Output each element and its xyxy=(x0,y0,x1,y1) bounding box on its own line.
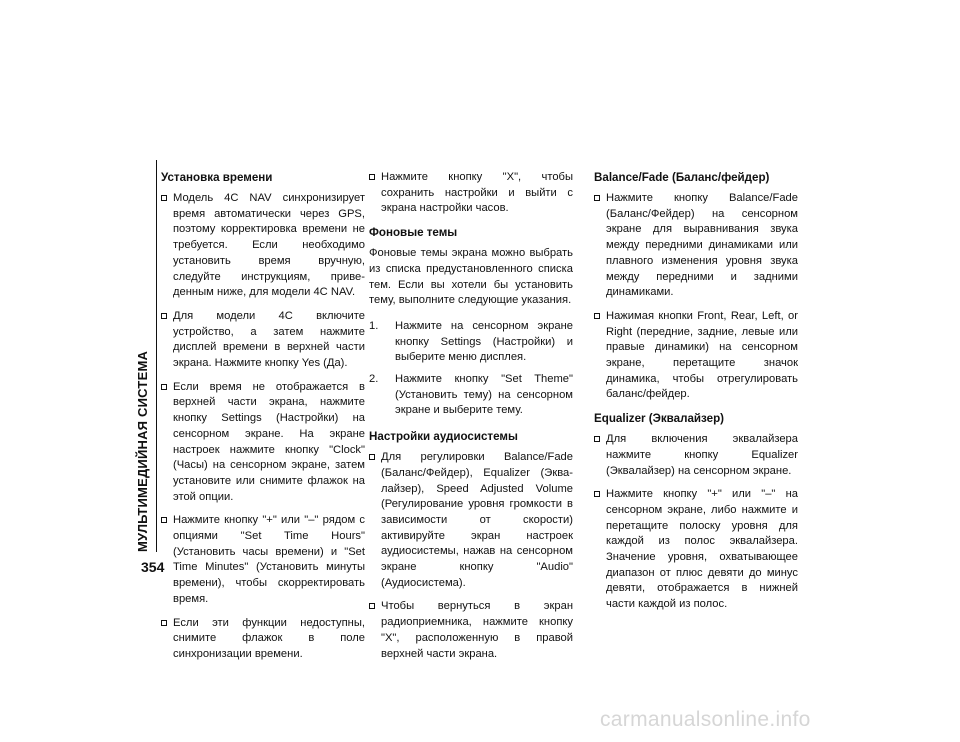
column-time-setting xyxy=(161,170,365,671)
list-item: Модель 4C NAV синхронизирует время автоматически через GPS, поэтому корректировка времени не требуется. Если необходимо установить время вручную, следуйте инструкциям, приведенным ниже, для модели 4C NAV. xyxy=(161,191,365,301)
square-bullet-icon xyxy=(161,195,167,201)
heading-background-themes: Фоновые темы xyxy=(369,226,458,240)
list-item: Нажмите кнопку "+" или "–" на сенсорном экране, либо нажмите и перетащите полоску уровня для каждой из полос эквалайзера. Значение уровня, охватывающее диапазон от плюс девяти до минус девяти, отображается в нижней части каждой из полос. xyxy=(594,487,798,613)
square-bullet-icon xyxy=(594,195,600,201)
equalizer-list xyxy=(594,432,798,613)
square-bullet-icon xyxy=(161,620,167,626)
list-item: 2. Нажмите кнопку "Set Theme" (Установить тему) на сенсорном экране и выберите тему. xyxy=(369,373,573,417)
list-item: 1. Нажмите на сенсорном экране кнопку Settings (Настройки) и выберите меню дисплея. xyxy=(369,319,573,364)
square-bullet-icon xyxy=(161,517,167,523)
square-bullet-icon xyxy=(161,384,167,390)
list-item: Если эти функции недоступны, снимите флажок в поле синхронизации времени. xyxy=(161,616,365,663)
themes-steps xyxy=(369,319,573,419)
list-item: Нажмите кнопку "+" или "–" рядом с опциями "Set Time Hours" (Установить часы времени) и "Set Time Minutes" (Установить минуты времени), чтобы скорректировать время. xyxy=(161,513,365,607)
square-bullet-icon xyxy=(369,603,375,609)
list-item: Нажимая кнопки Front, Rear, Left, or Right (передние, задние, левые или правые динамики) на сенсорном экране, перетащите значок динамика, чтобы отрегулировать баланс/фейдер. xyxy=(594,309,798,403)
list-item: Нажмите кнопку "X", чтобы сохранить настройки и выйти с экрана настройки часов. xyxy=(369,170,573,217)
square-bullet-icon xyxy=(594,436,600,442)
list-item: Для регулировки Balance/Fade (Баланс/Фейдер), Equalizer (Эквалайзер), Speed Adjusted Volume (Регулирование уровня громкости в зависимости от скорости) активируйте экран настроек аудиосистемы, нажав на сенсорном экране кнопку "Audio" (Аудиосистема). xyxy=(369,450,573,591)
column-balance-equalizer xyxy=(594,170,798,621)
list-item: Если время не отображается в верхней части экрана, нажмите кнопку Settings (Настройки) на сенсорном экране. На экране настроек нажмите кнопку "Clock" (Часы) на сенсорном экране, затем установите или снимите флажок на этой опции. xyxy=(161,380,365,506)
time-setting-list xyxy=(161,191,365,663)
heading-balance-fade: Balance/Fade (Баланс/фейдер) xyxy=(594,171,770,184)
watermark: carmanualsonline.info xyxy=(600,708,811,731)
heading-time-setting: Установка времени xyxy=(161,171,273,184)
column-themes-audio xyxy=(369,170,573,670)
clock-save-list xyxy=(369,170,573,217)
list-item: Нажмите кнопку Balance/Fade (Баланс/Фейдер) на сенсорном экране для выравнивания звука между передними динамиками или плавного изменения уровня звука между передними и задними динамиками. xyxy=(594,191,798,301)
list-item: Для включения эквалайзера нажмите кнопку Equalizer (Эквалайзер) на сенсорном экране. xyxy=(594,432,798,479)
heading-equalizer: Equalizer (Эквалайзер) xyxy=(594,412,725,426)
page-number: 354 xyxy=(141,559,165,575)
square-bullet-icon xyxy=(369,174,375,180)
audio-settings-list xyxy=(369,450,573,662)
balance-fade-list xyxy=(594,191,798,403)
section-side-title: МУЛЬТИМЕДИЙНАЯ СИСТЕМА xyxy=(134,160,157,552)
square-bullet-icon xyxy=(594,313,600,319)
themes-paragraph: Фоновые темы экрана можно выбрать из списка предустановленного списка тем. Если вы хотели бы установить тему, выполните следующие указания. xyxy=(369,247,573,307)
list-item: Для модели 4C включите устройство, а затем нажмите дисплей времени в верхней части экрана. Нажмите кнопку Yes (Да). xyxy=(161,309,365,372)
list-item: Чтобы вернуться в экран радиоприемника, нажмите кнопку "X", расположенную в правой верхней части экрана. xyxy=(369,599,573,662)
square-bullet-icon xyxy=(161,313,167,319)
square-bullet-icon xyxy=(369,454,375,460)
square-bullet-icon xyxy=(594,491,600,497)
heading-audio-settings: Настройки аудиосистемы xyxy=(369,430,518,444)
